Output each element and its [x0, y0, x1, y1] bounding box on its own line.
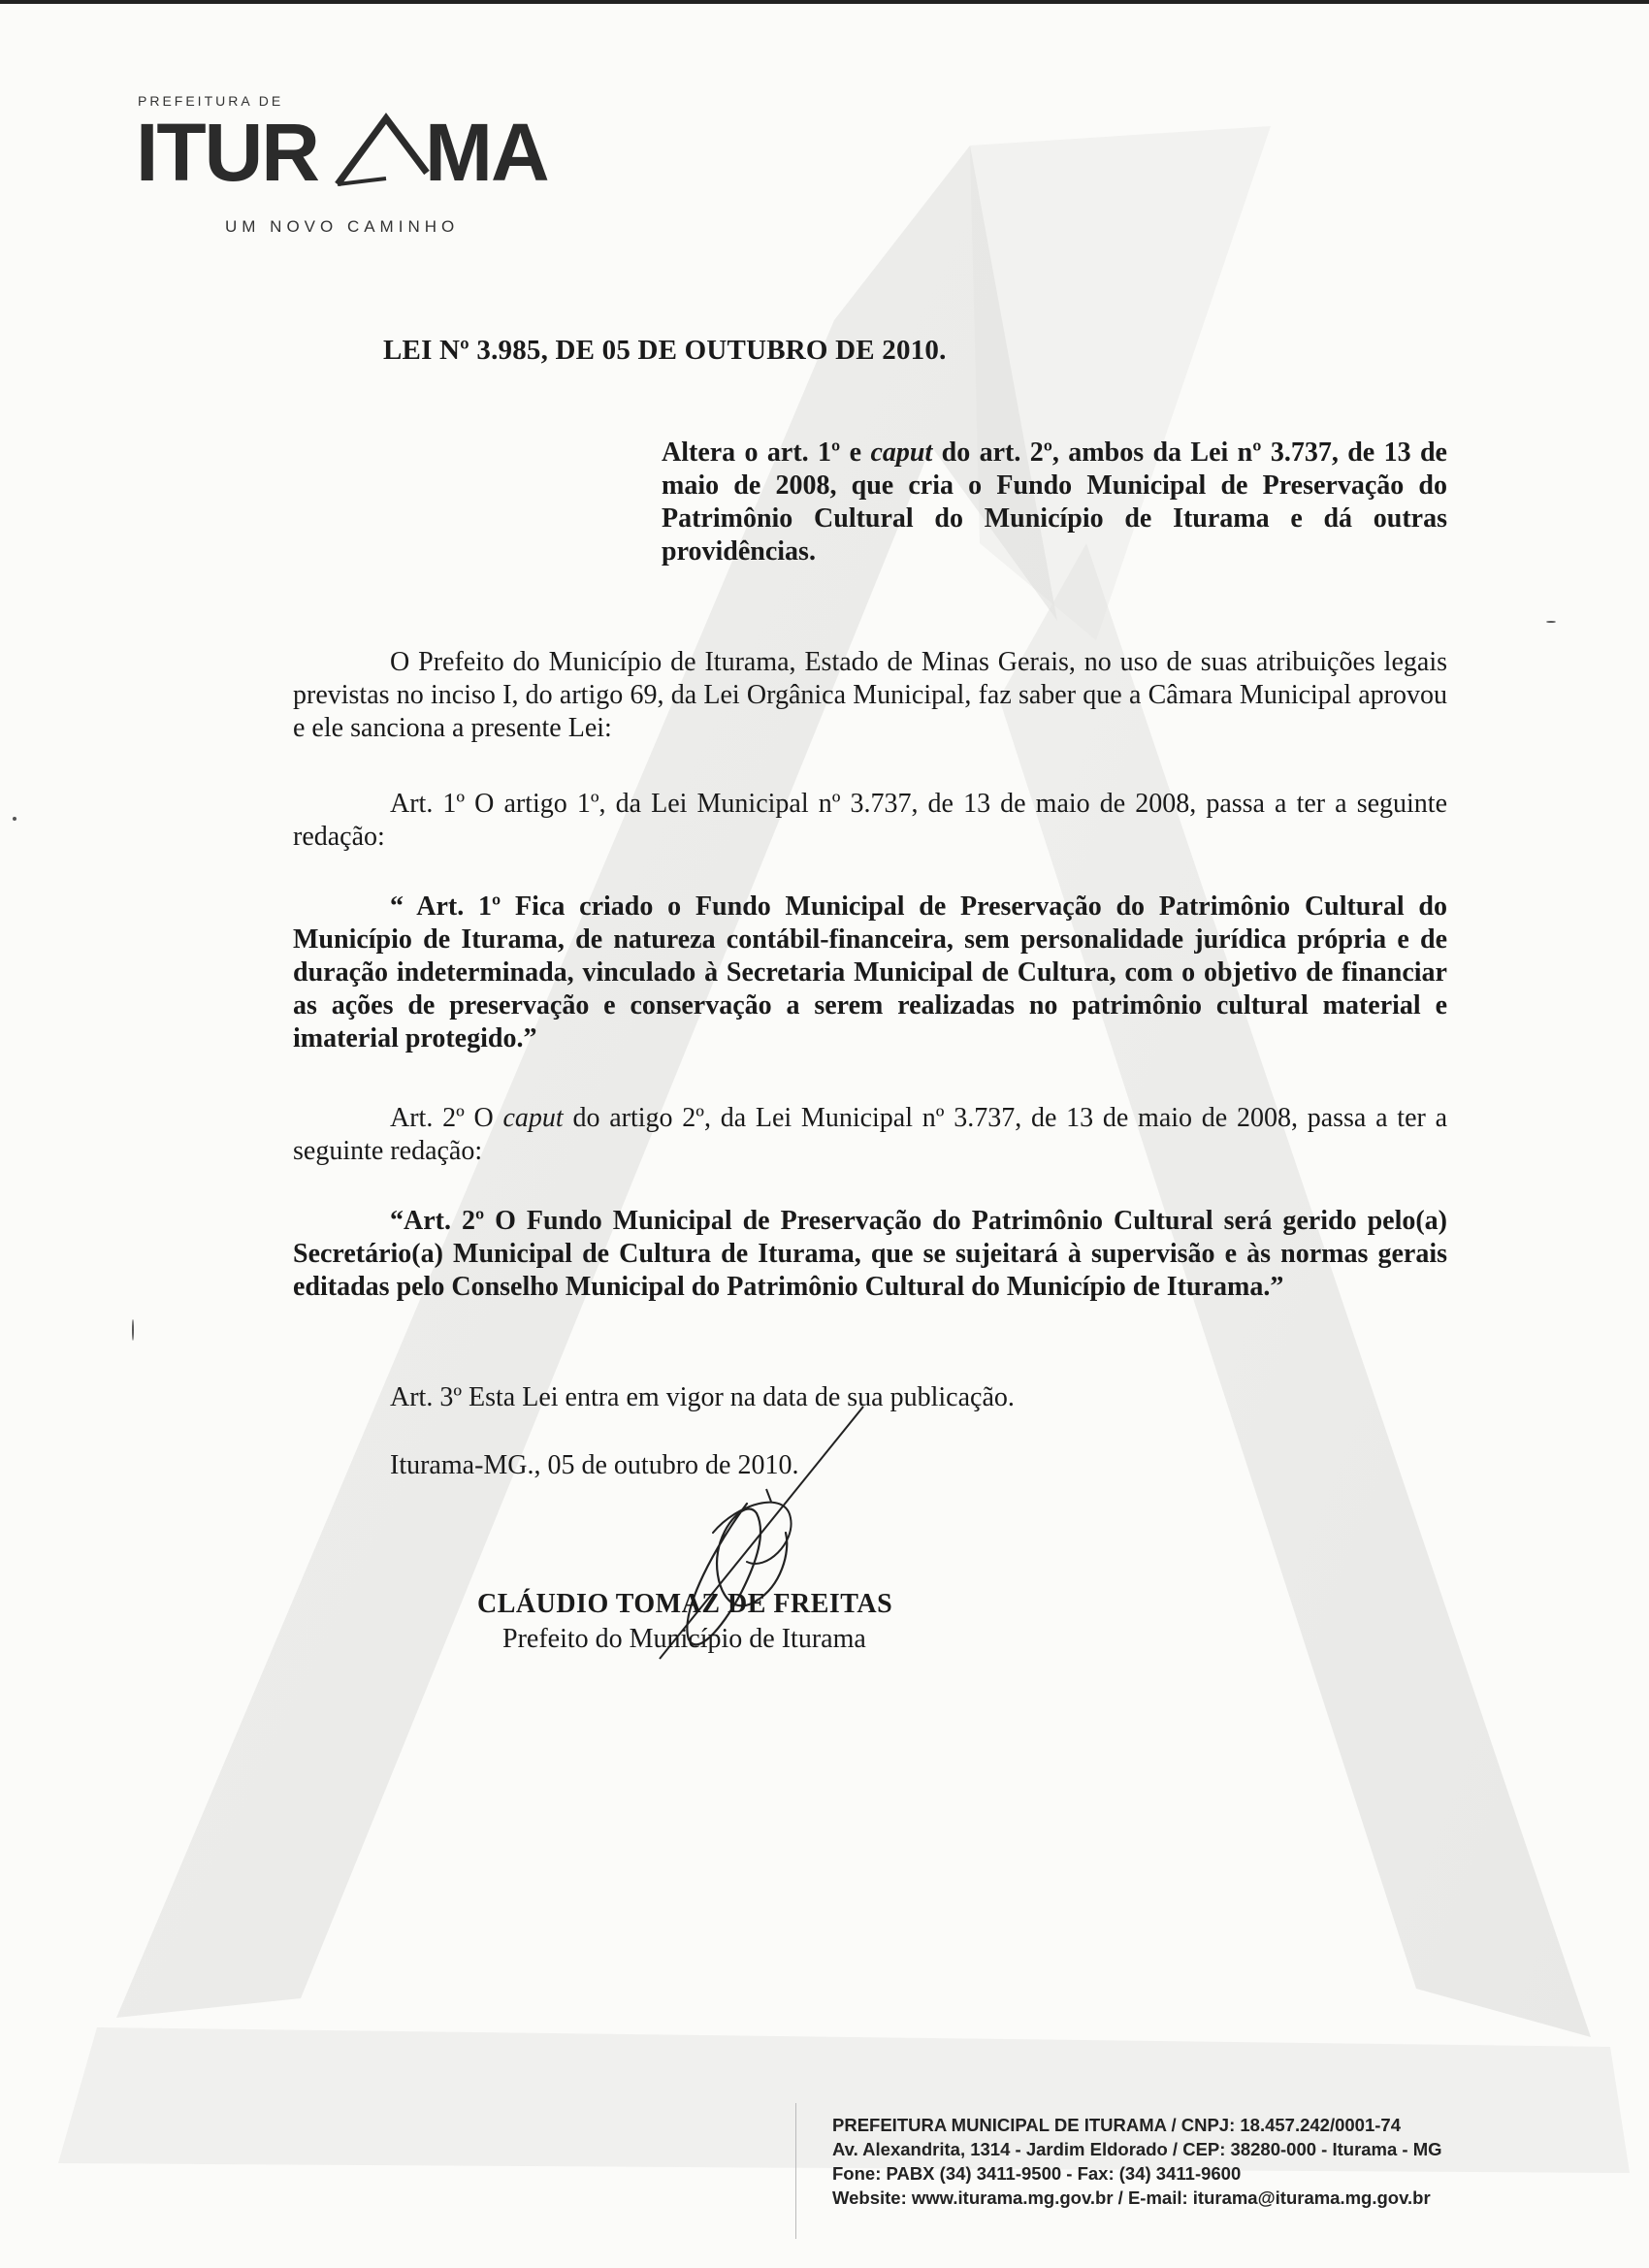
logo-wordmark	[136, 111, 582, 190]
signer-role: Prefeito do Município de Iturama	[502, 1624, 866, 1654]
article-1-quote: “ Art. 1º Fica criado o Fundo Municipal de Preservação do Patrimônio Cultural do Município de Iturama, de natureza contábil-financeira, sem personalidade jurídica própria e de duração indeterminada, vinculado à Secretaria Municipal de Cultura, com o objetivo de financiar as ações de preservação e conservação a serem realizadas no patrimônio cultural material e imaterial protegido.”	[293, 891, 1447, 1053]
signer-name: CLÁUDIO TOMAZ DE FREITAS	[477, 1589, 893, 1619]
footer-divider	[795, 2103, 796, 2239]
place-and-date: Iturama-MG., 05 de outubro de 2010.	[390, 1450, 799, 1480]
scan-speck	[132, 1319, 134, 1341]
law-ementa: Altera o art. 1º e caput do art. 2º, ambos da Lei nº 3.737, de 13 de maio de 2008, que cria o Fundo Municipal de Preservação do Patrimônio Cultural do Município de Iturama e dá outras providências.	[662, 437, 1447, 567]
law-title: LEI Nº 3.985, DE 05 DE OUTUBRO DE 2010.	[383, 335, 947, 366]
article-2-quote: “Art. 2º O Fundo Municipal de Preservação do Patrimônio Cultural será gerido pelo(a) Secretário(a) Municipal de Cultura de Iturama, que se sujeitará à supervisão e às normas gerais editadas pelo Conselho Municipal do Patrimônio Cultural do Município de Iturama.”	[293, 1206, 1447, 1302]
preamble-paragraph: O Prefeito do Município de Iturama, Estado de Minas Gerais, no uso de suas atribuições legais previstas no inciso I, do artigo 69, da Lei Orgânica Municipal, faz saber que a Câmara Municipal aprovou e ele sanciona a presente Lei:	[293, 647, 1447, 743]
scan-speck	[1546, 621, 1556, 623]
scan-speck	[13, 817, 16, 821]
footer-line-phone: Fone: PABX (34) 3411-9500 - Fax: (34) 3411-9600	[832, 2163, 1242, 2184]
footer-line-web: Website: www.iturama.mg.gov.br / E-mail: iturama@iturama.mg.gov.br	[832, 2187, 1431, 2208]
logo-prefix: PREFEITURA DE	[138, 93, 284, 109]
article-2: Art. 2º O caput do artigo 2º, da Lei Municipal nº 3.737, de 13 de maio de 2008, passa a ter a seguinte redação:	[293, 1103, 1447, 1166]
logo-tagline: UM NOVO CAMINHO	[225, 217, 460, 236]
svg-text:MA: MA	[425, 111, 548, 190]
letterhead-footer	[832, 2113, 1569, 2210]
iturama-logo	[136, 93, 582, 258]
article-3: Art. 3º Esta Lei entra em vigor na data de sua publicação.	[390, 1382, 1015, 1412]
footer-line-address: Av. Alexandrita, 1314 - Jardim Eldorado / CEP: 38280-000 - Iturama - MG	[832, 2139, 1442, 2159]
svg-text:ITUR: ITUR	[136, 111, 318, 190]
article-1: Art. 1º O artigo 1º, da Lei Municipal nº 3.737, de 13 de maio de 2008, passa a ter a seguinte redação:	[293, 789, 1447, 852]
footer-line-cnpj: PREFEITURA MUNICIPAL DE ITURAMA / CNPJ: 18.457.242/0001-74	[832, 2115, 1401, 2135]
